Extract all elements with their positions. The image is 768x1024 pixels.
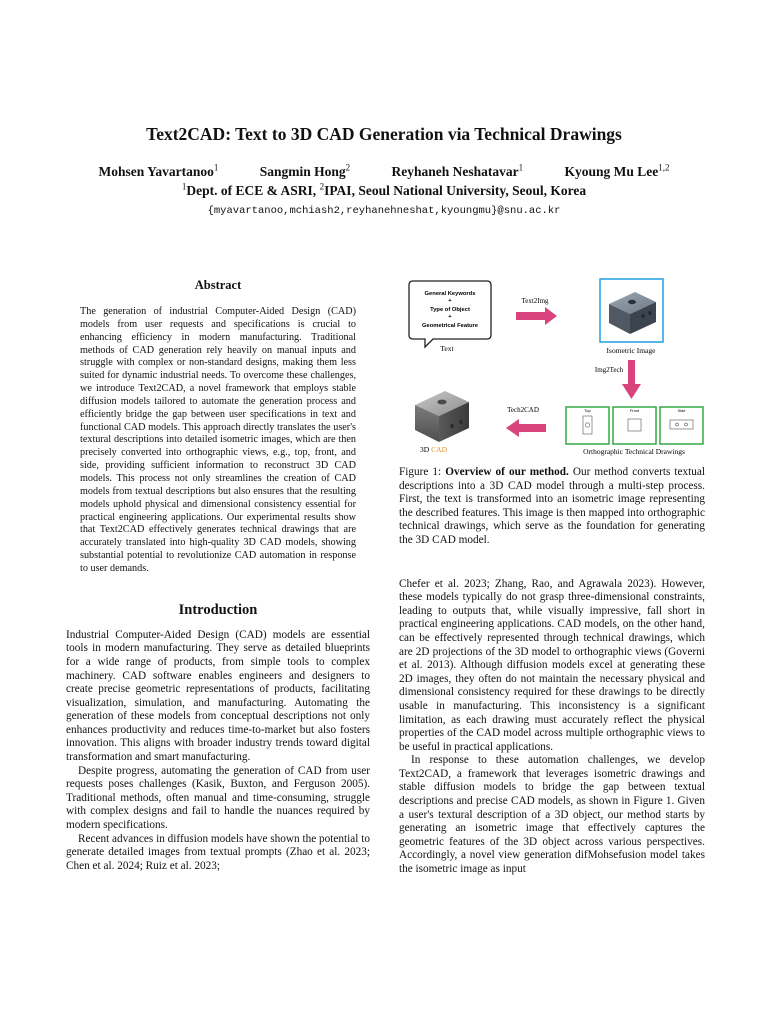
text2img-label: Text2Img xyxy=(521,297,549,305)
author-4 xyxy=(565,164,670,180)
iso-side-hole-1 xyxy=(641,314,644,318)
bubble-line-1: General Keywords xyxy=(424,291,476,297)
affiliation xyxy=(0,183,768,199)
author-3 xyxy=(392,164,524,180)
text-label: Text xyxy=(440,344,454,353)
affil-part-2: IPAI, Seoul National University, Seoul, Korea xyxy=(324,183,587,198)
bubble-line-3: Geometrical Feature xyxy=(421,323,479,329)
figure-1-pipeline xyxy=(399,278,705,458)
right-paragraph-1: Chefer et al. 2023; Zhang, Rao, and Agrawala 2023). However, these models typically do not grasp three-dimensional constraints, leading to outputs that, while visually impressive, fall short in practical engineering applications. CAD models, on the other hand, can be effectively represented through technical drawings, which are 2D projections of the 3D model to orthographic views (Governi et al. 2013). Although diffusion models excel at generating these 2D images, they often do not maintain the necessary physical and dimensional consistency required for these drawings to be directly usable in manufacturing. This inconsistency is a significant limitation, as each drawing must accurately reflect the physical properties of the CAD model across multiple orthographic views to be useful in practical applications. xyxy=(399,577,705,753)
author-emails: {myavartanoo,mchiash2,reyhanehneshat,kyoungmu}@snu.ac.kr xyxy=(207,205,561,217)
front-view-label: Front xyxy=(629,408,640,413)
intro-paragraph-2: Despite progress, automating the generation of CAD from user requests poses challenges (Kasik, Buxton, and Ferguson 2005). Traditional methods, often manual and time-consuming, struggle with complex designs and fail to handle the nuances required by modern specifications. xyxy=(66,764,370,832)
bubble-plus-1: + xyxy=(448,298,452,304)
caption-text: Our method converts textual descriptions into a 3D CAD model through a multi-step process. First, the text is transformed into an isometric image representing the described features. This image is then mapped into orthographic technical drawings, which serve as the foundation for generating the 3D CAD model. xyxy=(399,466,705,546)
text-bubble xyxy=(409,281,491,347)
author-affil-mark: 2 xyxy=(345,162,351,173)
cad-label xyxy=(420,445,448,454)
introduction-heading: Introduction xyxy=(178,601,258,618)
tech2cad-arrow xyxy=(506,419,546,437)
side-view-label: Side xyxy=(677,408,686,413)
pipeline-diagram xyxy=(399,278,705,458)
paper-title: Text2CAD: Text to 3D CAD Generation via Technical Drawings xyxy=(146,124,622,144)
ortho-label: Orthographic Technical Drawings xyxy=(583,447,685,456)
iso-hole xyxy=(628,300,636,304)
right-paragraph-2: In response to these automation challenges, we develop Text2CAD, a framework that leverages isometric drawings and stable diffusion models to bridge the gap between textual descriptions and precise CAD models, as shown in Figure 1. Given a user's textural description of a 3D object, our method starts by generating an isometric image that effectively captures the geometric features of the 3D object across various perspectives. Accordingly, a novel view generation difMohsefusion model takes the isometric image as input xyxy=(399,754,705,876)
author-affil-mark: 1 xyxy=(213,162,219,173)
left-column xyxy=(66,278,370,873)
figure-1-caption xyxy=(399,466,705,548)
intro-paragraph-1: Industrial Computer-Aided Design (CAD) models are essential tools in modern manufacturing. They serve as detailed blueprints for a wide range of products, from simple tools to complex machinery. CAD software enables engineers and designers to create precise geometric representations of products, facilitating visualization, simulation, and manufacturing. Automating the generation of these models from conceptual descriptions not only enhances productivity and reduces time-to-market but also fosters innovation. This aligns with broader industry trends toward digital transformation and smart manufacturing. xyxy=(66,628,370,764)
author-name: Mohsen Yavartanoo xyxy=(98,164,214,179)
author-name: Sangmin Hong xyxy=(259,164,346,179)
author-affil-mark: 1 xyxy=(518,162,524,173)
bubble-line-2: Type of Object xyxy=(430,307,470,313)
affil-part-1: Dept. of ECE & ASRI, xyxy=(186,183,320,198)
cad-side-hole-1 xyxy=(450,424,453,428)
caption-bold: Overview of our method. xyxy=(445,466,569,478)
text2img-arrow xyxy=(516,307,557,325)
intro-paragraph-3: Recent advances in diffusion models have shown the potential to generate detailed images from textual prompts (Zhao et al. 2023; Chen et al. 2024; Ruiz et al. 2023; xyxy=(66,832,370,872)
abstract-text: The generation of industrial Computer-Aided Design (CAD) models from user requests and specifications is crucial to enhancing efficiency in modern manufacturing. Traditional methods of CAD generation rely heavily on manual inputs and struggle with complex or non-standard designs, making them less suited for dynamic industrial needs. To overcome these challenges, we introduce Text2CAD, a novel framework that employs stable diffusion models tailored to automate the generation process and efficiently bridge the gap between user specifications in text and functional CAD models. This approach directly translates the user's textural descriptions into detailed isometric images, which are then precisely converted into orthographic views, e.g., top, front, and side, providing sufficient information to reconstruct 3D CAD models. This process not only streamlines the creation of CAD models from textual descriptions but also ensures that the resulting models uphold physical and dimensional consistency essential for practical engineering applications. Our experimental results show that Text2CAD effectively generates technical drawings that are accurately translated into high-quality 3D CAD models, showing substantial potential to revolutionize CAD automation in response to user demands. xyxy=(80,306,356,574)
cad-side-hole-2 xyxy=(459,420,462,424)
bubble-plus-2: + xyxy=(448,314,452,320)
affil-mark-1: 1 xyxy=(181,181,187,192)
cad-label-3d: 3D xyxy=(420,445,430,454)
author-1 xyxy=(98,164,218,180)
author-name: Kyoung Mu Lee xyxy=(564,164,659,179)
img2tech-label: Img2Tech xyxy=(594,366,624,374)
isometric-image xyxy=(600,279,663,342)
tech2cad-label: Tech2CAD xyxy=(507,406,539,414)
right-column xyxy=(399,278,705,877)
cad-model xyxy=(415,391,469,442)
caption-label: Figure 1: xyxy=(399,466,446,478)
abstract-heading: Abstract xyxy=(194,278,242,292)
author-list xyxy=(0,164,768,180)
isometric-label: Isometric Image xyxy=(606,346,656,355)
cad-label-cad: CAD xyxy=(431,445,448,454)
affil-mark-2: 2 xyxy=(319,181,325,192)
author-2 xyxy=(260,164,350,180)
cad-top-hole xyxy=(437,400,446,405)
author-name: Reyhaneh Neshatavar xyxy=(391,164,519,179)
orthographic-views xyxy=(566,407,703,444)
right-body xyxy=(399,578,705,877)
iso-side-hole-2 xyxy=(648,311,651,315)
top-view-label: Top xyxy=(584,408,591,413)
author-affil-mark: 1,2 xyxy=(658,162,670,173)
img2tech-arrow xyxy=(622,360,641,399)
